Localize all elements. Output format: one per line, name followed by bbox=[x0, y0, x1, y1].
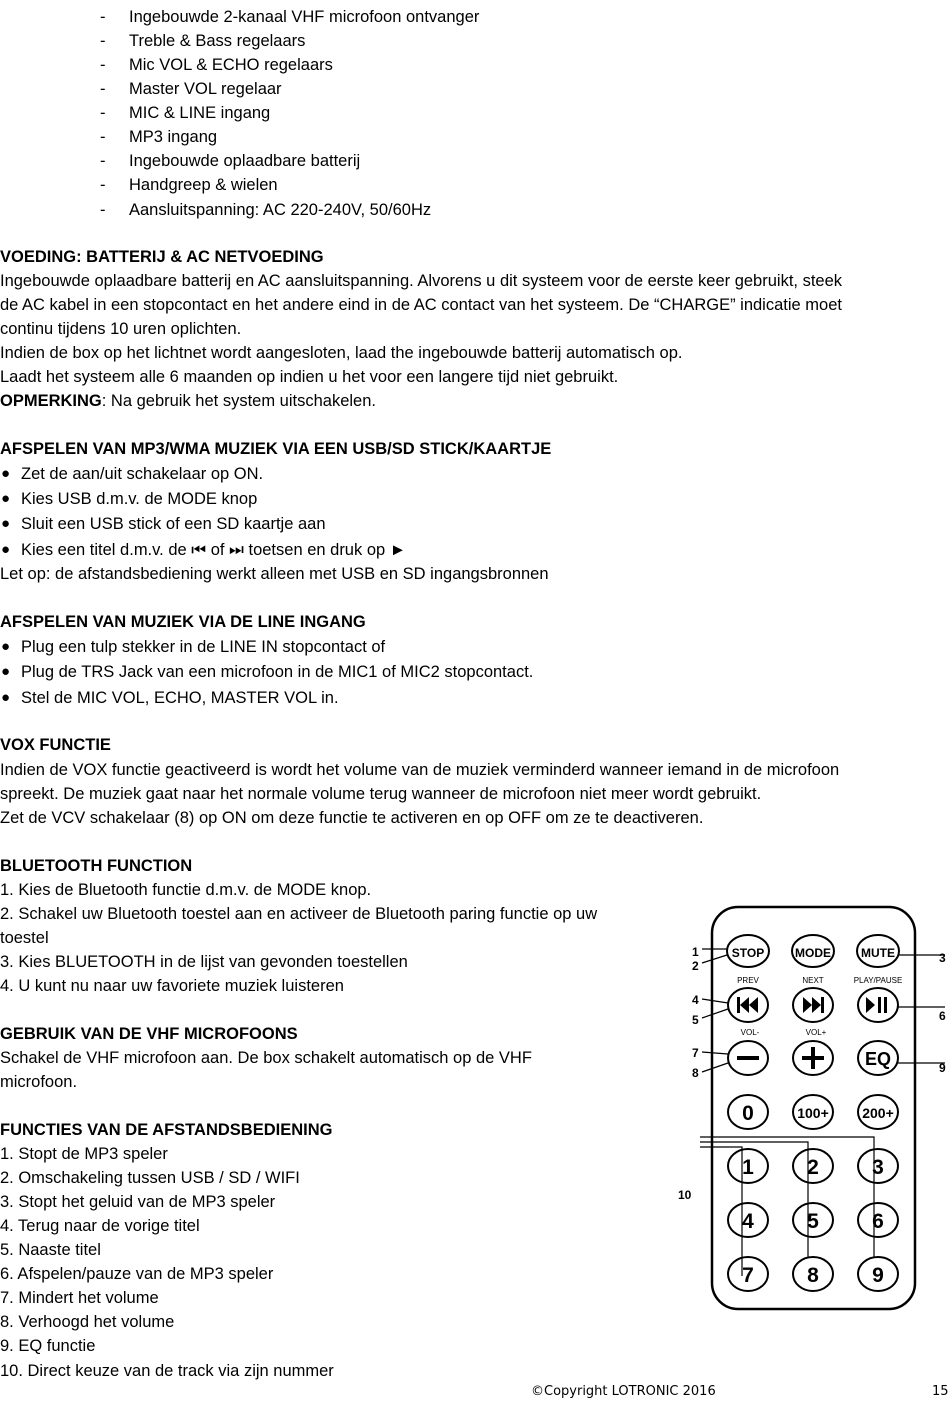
list-item: 6. Afspelen/pauze van de MP3 speler bbox=[0, 1265, 274, 1283]
paragraph-line: Indien de box op het lichtnet wordt aangesloten, laad the ingebouwde batterij automatisch op. bbox=[0, 344, 683, 362]
list-item: 5. Naaste titel bbox=[0, 1241, 101, 1259]
list-item: 3. Stopt het geluid van de MP3 speler bbox=[0, 1193, 276, 1211]
callout-9: 9 bbox=[939, 1061, 946, 1075]
callout-8: 8 bbox=[692, 1066, 699, 1080]
list-item: 8. Verhoogd het volume bbox=[0, 1313, 175, 1331]
minus-icon bbox=[737, 1056, 759, 1060]
remote-functions-heading: FUNCTIES VAN DE AFSTANDSBEDIENING bbox=[0, 1121, 333, 1139]
note-text: : Na gebruik het system uitschakelen. bbox=[101, 392, 376, 410]
svg-text:1: 1 bbox=[742, 1156, 754, 1179]
paragraph-line: Schakel de VHF microfoon aan. De box schakelt automatisch op de VHF bbox=[0, 1049, 532, 1067]
svg-text:MODE: MODE bbox=[795, 946, 831, 960]
digit-button-1 bbox=[728, 1149, 768, 1183]
next-label: NEXT bbox=[802, 976, 824, 985]
paragraph-line: toestel bbox=[0, 929, 49, 947]
mute-button bbox=[857, 935, 899, 967]
digit-button-4 bbox=[728, 1203, 768, 1237]
bluetooth-heading: BLUETOOTH FUNCTION bbox=[0, 857, 193, 875]
svg-text:2: 2 bbox=[807, 1156, 819, 1179]
usb-note: Let op: de afstandsbediening werkt alleen met USB en SD ingangsbronnen bbox=[0, 565, 549, 583]
paragraph-line: microfoon. bbox=[0, 1073, 78, 1091]
vhf-heading: GEBRUIK VAN DE VHF MICROFOONS bbox=[0, 1025, 298, 1043]
callout-5: 5 bbox=[692, 1013, 699, 1027]
mode-button bbox=[792, 935, 834, 967]
digit-button-3 bbox=[858, 1149, 898, 1183]
svg-text:9: 9 bbox=[872, 1264, 884, 1287]
digit-button-6 bbox=[858, 1203, 898, 1237]
footer-copyright: ©Copyright LOTRONIC 2016 bbox=[531, 1384, 716, 1399]
stop-button bbox=[727, 935, 769, 967]
list-item: 1. Stopt de MP3 speler bbox=[0, 1145, 168, 1163]
paragraph-line: Laadt het systeem alle 6 maanden op indien u het voor een langere tijd niet gebruikt. bbox=[0, 368, 619, 386]
callout-1: 1 bbox=[692, 945, 699, 959]
prev-label: PREV bbox=[737, 976, 759, 985]
list-item: 10. Direct keuze van de track via zijn nummer bbox=[0, 1362, 334, 1380]
svg-text:8: 8 bbox=[807, 1264, 819, 1287]
callout-3: 3 bbox=[939, 951, 946, 965]
paragraph-line: 2. Schakel uw Bluetooth toestel aan en activeer de Bluetooth paring functie op uw bbox=[0, 905, 598, 923]
svg-text:6: 6 bbox=[872, 1210, 884, 1233]
power-heading: VOEDING: BATTERIJ & AC NETVOEDING bbox=[0, 248, 324, 266]
paragraph-line: Indien de VOX functie geactiveerd is wordt het volume van de muziek verminderd wanneer iemand in de microfoon bbox=[0, 761, 840, 779]
vol-plus-label: VOL+ bbox=[805, 1028, 827, 1037]
digit-button-5 bbox=[793, 1203, 833, 1237]
list-item: 9. EQ functie bbox=[0, 1337, 96, 1355]
digit-button-7 bbox=[728, 1257, 768, 1291]
callout-2: 2 bbox=[692, 959, 699, 973]
list-item: 2. Omschakeling tussen USB / SD / WIFI bbox=[0, 1169, 300, 1187]
paragraph-line: 4. U kunt nu naar uw favoriete muziek luisteren bbox=[0, 977, 344, 995]
svg-text:5: 5 bbox=[807, 1210, 819, 1233]
vol-minus-button bbox=[728, 1041, 768, 1075]
play-pause-label: PLAY/PAUSE bbox=[853, 976, 903, 985]
note-label: OPMERKING bbox=[0, 392, 102, 410]
paragraph-line: spreekt. De muziek gaat naar het normale volume terug wanneer de microfoon niet meer wordt gebruikt. bbox=[0, 785, 762, 803]
vol-plus-button bbox=[793, 1041, 833, 1075]
paragraph-line: Zet de VCV schakelaar (8) op ON om deze functie te activeren en op OFF om ze te deactiveren. bbox=[0, 809, 704, 827]
svg-text:4: 4 bbox=[742, 1210, 754, 1233]
svg-text:EQ: EQ bbox=[864, 1049, 892, 1069]
vox-heading: VOX FUNCTIE bbox=[0, 736, 111, 754]
svg-text:0: 0 bbox=[742, 1102, 754, 1125]
callout-10: 10 bbox=[678, 1188, 692, 1202]
paragraph-line: 1. Kies de Bluetooth functie d.m.v. de MODE knop. bbox=[0, 881, 372, 899]
button-0 bbox=[728, 1095, 768, 1129]
usb-heading: AFSPELEN VAN MP3/WMA MUZIEK VIA EEN USB/SD STICK/KAARTJE bbox=[0, 440, 552, 458]
callout-6: 6 bbox=[939, 1009, 946, 1023]
paragraph-line: continu tijdens 10 uren oplichten. bbox=[0, 320, 242, 338]
svg-text:7: 7 bbox=[742, 1264, 754, 1287]
svg-text:STOP: STOP bbox=[731, 946, 765, 960]
button-200-plus bbox=[858, 1095, 898, 1129]
eq-button bbox=[858, 1041, 898, 1075]
paragraph-line: 3. Kies BLUETOOTH in de lijst van gevonden toestellen bbox=[0, 953, 408, 971]
digit-button-9 bbox=[858, 1257, 898, 1291]
digit-button-8 bbox=[793, 1257, 833, 1291]
digit-button-2 bbox=[793, 1149, 833, 1183]
svg-text:200+: 200+ bbox=[862, 1105, 894, 1121]
callout-7: 7 bbox=[692, 1046, 699, 1060]
callout-4: 4 bbox=[692, 993, 699, 1007]
next-button bbox=[793, 988, 833, 1022]
svg-text:MUTE: MUTE bbox=[861, 946, 895, 960]
button-100-plus bbox=[793, 1095, 833, 1129]
list-item: 4. Terug naar de vorige titel bbox=[0, 1217, 200, 1235]
list-item: 7. Mindert het volume bbox=[0, 1289, 159, 1307]
svg-text:3: 3 bbox=[872, 1156, 884, 1179]
paragraph-line: de AC kabel in een stopcontact en het andere eind in de AC contact van het systeem. De “CHARGE” indicatie moet bbox=[0, 296, 842, 314]
prev-button bbox=[728, 988, 768, 1022]
svg-text:100+: 100+ bbox=[797, 1105, 829, 1121]
line-in-heading: AFSPELEN VAN MUZIEK VIA DE LINE INGANG bbox=[0, 613, 366, 631]
page-number: 15 bbox=[932, 1384, 949, 1399]
play-pause-button bbox=[858, 988, 898, 1022]
paragraph-line: Ingebouwde oplaadbare batterij en AC aansluitspanning. Alvorens u dit systeem voor de eerste keer gebruikt, steek bbox=[0, 272, 843, 290]
vol-minus-label: VOL- bbox=[740, 1028, 760, 1037]
